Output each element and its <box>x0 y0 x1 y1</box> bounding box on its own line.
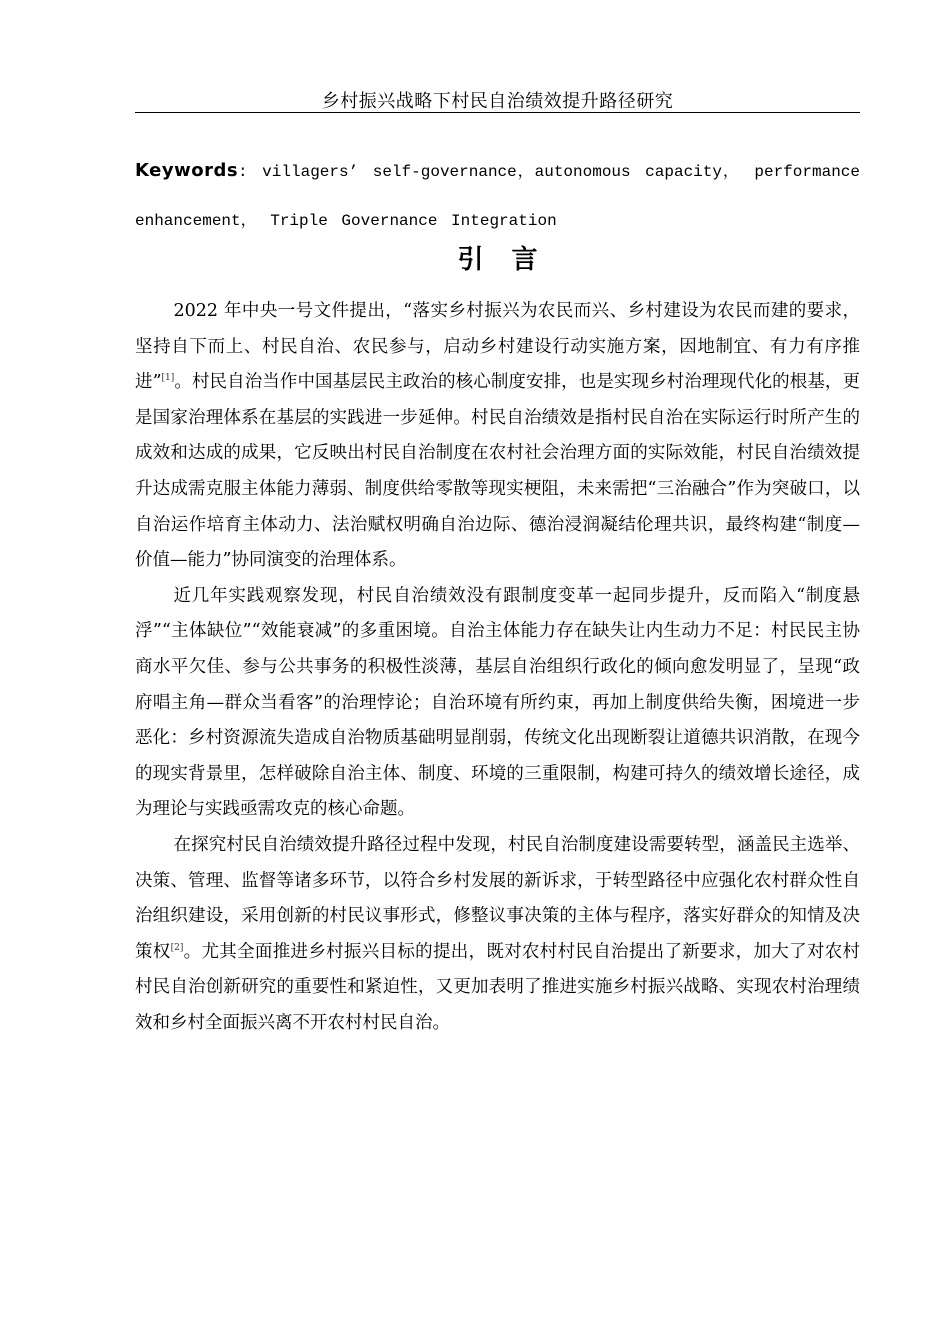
section-title: 引言 <box>457 245 566 275</box>
citation-1: [1] <box>161 373 175 384</box>
body-text <box>135 294 860 1041</box>
paragraph-3-part-2: 。尤其全面推进乡村振兴目标的提出，既对农村村民自治提出了新要求，加大了对农村村民自治创新研究的重要性和紧迫性，又更加表明了推进实施乡村振兴战略、实现农村治理绩效和乡村全面振兴离不开农村村民自治。 <box>135 941 861 1033</box>
paragraph-3-part-1: 在探究村民自治绩效提升路径过程中发现，村民自治制度建设需要转型，涵盖民主选举、决策、管理、监督等诸多环节，以符合乡村发展的新诉求，于转型路径中应强化农村群众性自治组织建设，采用创新的村民议事形式，修整议事决策的主体与程序，落实好群众的知情及决策权 <box>135 834 860 962</box>
citation-2: [2] <box>170 942 184 953</box>
paragraph-3 <box>135 828 860 1042</box>
paragraph-1-part-1: 2022 年中央一号文件提出，“落实乡村振兴为农民而兴、乡村建设为农民而建的要求，坚持自下而上、村民自治、农民参与，启动乡村建设行动实施方案，因地制宜、有力有序推进” <box>135 301 860 393</box>
paragraph-2: 近几年实践观察发现，村民自治绩效没有跟制度变革一起同步提升，反而陷入“制度悬浮”“主体缺位”“效能衰减”的多重困境。自治主体能力存在缺失让内生动力不足：村民民主协商水平欠佳、参与公共事务的积极性淡薄，基层自治组织行政化的倾向愈发明显了，呈现“政府唱主角—群众当看客”的治理悖论；自治环境有所约束，再加上制度供给失衡，困境进一步恶化：乡村资源流失造成自治物质基础明显削弱，传统文化出现断裂让道德共识消散，在现今的现实背景里，怎样破除自治主体、制度、环境的三重限制，构建可持久的绩效增长途径，成为理论与实践亟需攻克的核心命题。 <box>135 585 860 820</box>
keywords-label: Keywords <box>135 160 239 181</box>
keywords-line <box>135 146 860 246</box>
header-rule <box>135 112 860 113</box>
running-header: 乡村振兴战略下村民自治绩效提升路径研究 <box>321 91 674 112</box>
paragraph-1-part-2: 。村民自治当作中国基层民主政治的核心制度安排，也是实现乡村治理现代化的根基，更是国家治理体系在基层的实践进一步延伸。村民自治绩效是指村民自治在实际运行时所产生的成效和达成的成果，它反映出村民自治制度在农村社会治理方面的实际效能，村民自治绩效提升达成需克服主体能力薄弱、制度供给零散等现实梗阻，未来需把“三治融合”作为突破口，以自治运作培育主体动力、法治赋权明确自治边际、德治浸润凝结伦理共识，最终构建“制度—价值—能力”协同演变的治理体系。 <box>135 372 860 571</box>
paragraph-1 <box>135 294 860 579</box>
keywords-text: : villagers’ self-governance，autonomous capacity， performance enhancement， Triple Governance Integration <box>135 163 860 230</box>
